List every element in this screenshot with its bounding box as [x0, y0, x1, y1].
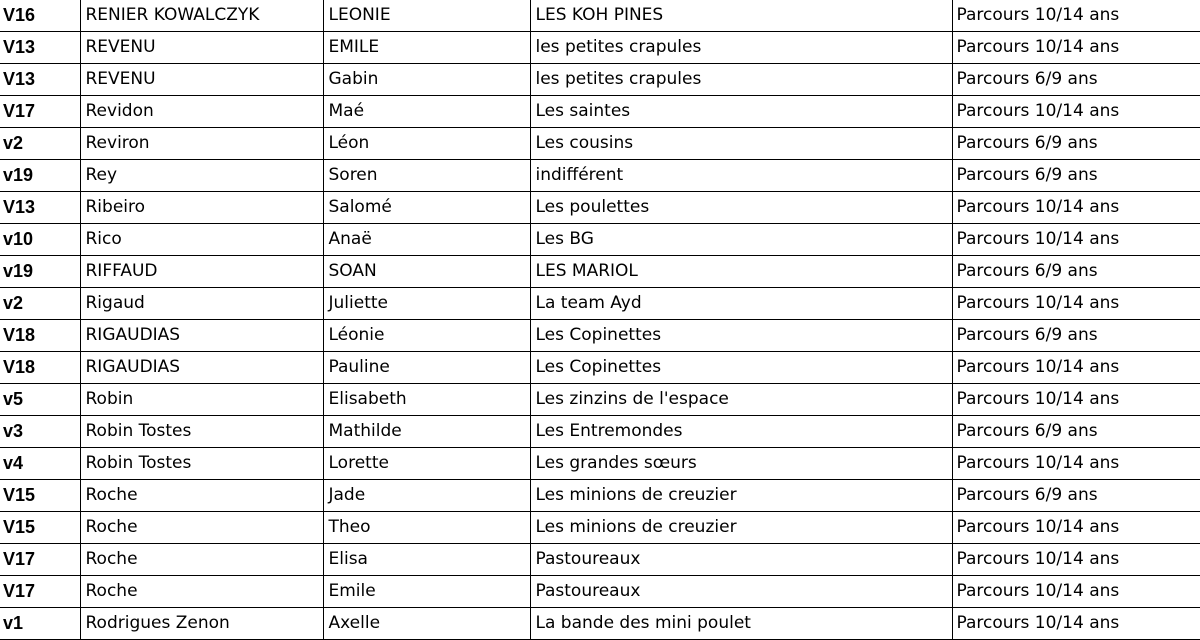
table-row: [0, 64, 1200, 96]
team-name-cell[interactable]: LES KOH PINES: [530, 0, 952, 32]
team-name-cell[interactable]: Pastoureaux: [530, 576, 952, 608]
table-row: [0, 352, 1200, 384]
last-name-cell[interactable]: RENIER KOWALCZYK: [80, 0, 323, 32]
team-name-cell[interactable]: Les minions de creuzier: [530, 512, 952, 544]
table-row: [0, 256, 1200, 288]
wave-cell[interactable]: V13: [0, 64, 80, 96]
course-cell[interactable]: Parcours 6/9 ans: [952, 320, 1200, 352]
last-name-cell[interactable]: Roche: [80, 544, 323, 576]
first-name-cell[interactable]: Gabin: [323, 64, 530, 96]
last-name-cell[interactable]: Rigaud: [80, 288, 323, 320]
course-cell[interactable]: Parcours 6/9 ans: [952, 160, 1200, 192]
wave-cell[interactable]: V15: [0, 480, 80, 512]
first-name-cell[interactable]: Léon: [323, 128, 530, 160]
team-name-cell[interactable]: Pastoureaux: [530, 544, 952, 576]
team-name-cell[interactable]: LES MARIOL: [530, 256, 952, 288]
first-name-cell[interactable]: Pauline: [323, 352, 530, 384]
course-cell[interactable]: Parcours 6/9 ans: [952, 128, 1200, 160]
team-name-cell[interactable]: Les Copinettes: [530, 352, 952, 384]
first-name-cell[interactable]: Salomé: [323, 192, 530, 224]
last-name-cell[interactable]: Robin Tostes: [80, 448, 323, 480]
first-name-cell[interactable]: Elisa: [323, 544, 530, 576]
wave-cell[interactable]: V13: [0, 192, 80, 224]
course-cell[interactable]: Parcours 6/9 ans: [952, 64, 1200, 96]
team-name-cell[interactable]: Les BG: [530, 224, 952, 256]
team-name-cell[interactable]: Les cousins: [530, 128, 952, 160]
last-name-cell[interactable]: Roche: [80, 512, 323, 544]
wave-cell[interactable]: v5: [0, 384, 80, 416]
last-name-cell[interactable]: Rey: [80, 160, 323, 192]
table-row: [0, 384, 1200, 416]
table-row: [0, 160, 1200, 192]
team-name-cell[interactable]: Les Entremondes: [530, 416, 952, 448]
course-cell[interactable]: Parcours 10/14 ans: [952, 352, 1200, 384]
team-name-cell[interactable]: indifférent: [530, 160, 952, 192]
table-row: [0, 192, 1200, 224]
table-row: [0, 576, 1200, 608]
first-name-cell[interactable]: SOAN: [323, 256, 530, 288]
first-name-cell[interactable]: Axelle: [323, 608, 530, 640]
first-name-cell[interactable]: LEONIE: [323, 0, 530, 32]
wave-cell[interactable]: V18: [0, 320, 80, 352]
course-cell[interactable]: Parcours 10/14 ans: [952, 96, 1200, 128]
course-cell[interactable]: Parcours 6/9 ans: [952, 480, 1200, 512]
course-cell[interactable]: Parcours 6/9 ans: [952, 416, 1200, 448]
course-cell[interactable]: Parcours 10/14 ans: [952, 512, 1200, 544]
last-name-cell[interactable]: Rodrigues Zenon: [80, 608, 323, 640]
first-name-cell[interactable]: Elisabeth: [323, 384, 530, 416]
table-row: [0, 224, 1200, 256]
first-name-cell[interactable]: Jade: [323, 480, 530, 512]
wave-cell[interactable]: v19: [0, 256, 80, 288]
last-name-cell[interactable]: RIFFAUD: [80, 256, 323, 288]
table-row: [0, 96, 1200, 128]
table-row: [0, 480, 1200, 512]
course-cell[interactable]: Parcours 6/9 ans: [952, 256, 1200, 288]
course-cell[interactable]: Parcours 10/14 ans: [952, 288, 1200, 320]
table-row: [0, 608, 1200, 640]
first-name-cell[interactable]: Theo: [323, 512, 530, 544]
wave-cell[interactable]: v1: [0, 608, 80, 640]
course-cell[interactable]: Parcours 10/14 ans: [952, 608, 1200, 640]
wave-cell[interactable]: v4: [0, 448, 80, 480]
course-cell[interactable]: Parcours 10/14 ans: [952, 192, 1200, 224]
last-name-cell[interactable]: RIGAUDIAS: [80, 352, 323, 384]
table-row: [0, 320, 1200, 352]
last-name-cell[interactable]: Rico: [80, 224, 323, 256]
last-name-cell[interactable]: RIGAUDIAS: [80, 320, 323, 352]
first-name-cell[interactable]: EMILE: [323, 32, 530, 64]
wave-cell[interactable]: V17: [0, 544, 80, 576]
wave-cell[interactable]: V16: [0, 0, 80, 32]
course-cell[interactable]: Parcours 10/14 ans: [952, 384, 1200, 416]
last-name-cell[interactable]: Revidon: [80, 96, 323, 128]
course-cell[interactable]: Parcours 10/14 ans: [952, 224, 1200, 256]
first-name-cell[interactable]: Maé: [323, 96, 530, 128]
last-name-cell[interactable]: REVENU: [80, 32, 323, 64]
last-name-cell[interactable]: Roche: [80, 576, 323, 608]
team-name-cell[interactable]: Les zinzins de l'espace: [530, 384, 952, 416]
team-name-cell[interactable]: La team Ayd: [530, 288, 952, 320]
wave-cell[interactable]: v19: [0, 160, 80, 192]
course-cell[interactable]: Parcours 10/14 ans: [952, 0, 1200, 32]
first-name-cell[interactable]: Anaë: [323, 224, 530, 256]
team-name-cell[interactable]: les petites crapules: [530, 64, 952, 96]
course-cell[interactable]: Parcours 10/14 ans: [952, 576, 1200, 608]
table-row: [0, 288, 1200, 320]
last-name-cell[interactable]: Reviron: [80, 128, 323, 160]
table-row: [0, 32, 1200, 64]
last-name-cell[interactable]: Robin: [80, 384, 323, 416]
table-row: [0, 416, 1200, 448]
course-cell[interactable]: Parcours 10/14 ans: [952, 544, 1200, 576]
team-name-cell[interactable]: les petites crapules: [530, 32, 952, 64]
team-name-cell[interactable]: Les minions de creuzier: [530, 480, 952, 512]
wave-cell[interactable]: V13: [0, 32, 80, 64]
team-name-cell[interactable]: Les grandes sœurs: [530, 448, 952, 480]
table-row: [0, 448, 1200, 480]
last-name-cell[interactable]: REVENU: [80, 64, 323, 96]
first-name-cell[interactable]: Soren: [323, 160, 530, 192]
table-row: [0, 0, 1200, 32]
team-name-cell[interactable]: Les Copinettes: [530, 320, 952, 352]
first-name-cell[interactable]: Juliette: [323, 288, 530, 320]
wave-cell[interactable]: V15: [0, 512, 80, 544]
first-name-cell[interactable]: Léonie: [323, 320, 530, 352]
wave-cell[interactable]: V18: [0, 352, 80, 384]
table-row: [0, 512, 1200, 544]
wave-cell[interactable]: V17: [0, 576, 80, 608]
last-name-cell[interactable]: Roche: [80, 480, 323, 512]
wave-cell[interactable]: v10: [0, 224, 80, 256]
wave-cell[interactable]: v2: [0, 128, 80, 160]
wave-cell[interactable]: v2: [0, 288, 80, 320]
last-name-cell[interactable]: Ribeiro: [80, 192, 323, 224]
team-name-cell[interactable]: Les saintes: [530, 96, 952, 128]
first-name-cell[interactable]: Emile: [323, 576, 530, 608]
team-name-cell[interactable]: La bande des mini poulet: [530, 608, 952, 640]
wave-cell[interactable]: V17: [0, 96, 80, 128]
first-name-cell[interactable]: Lorette: [323, 448, 530, 480]
table-row: [0, 128, 1200, 160]
wave-cell[interactable]: v3: [0, 416, 80, 448]
first-name-cell[interactable]: Mathilde: [323, 416, 530, 448]
last-name-cell[interactable]: Robin Tostes: [80, 416, 323, 448]
team-name-cell[interactable]: Les poulettes: [530, 192, 952, 224]
course-cell[interactable]: Parcours 10/14 ans: [952, 32, 1200, 64]
course-cell[interactable]: Parcours 10/14 ans: [952, 448, 1200, 480]
table-row: [0, 544, 1200, 576]
